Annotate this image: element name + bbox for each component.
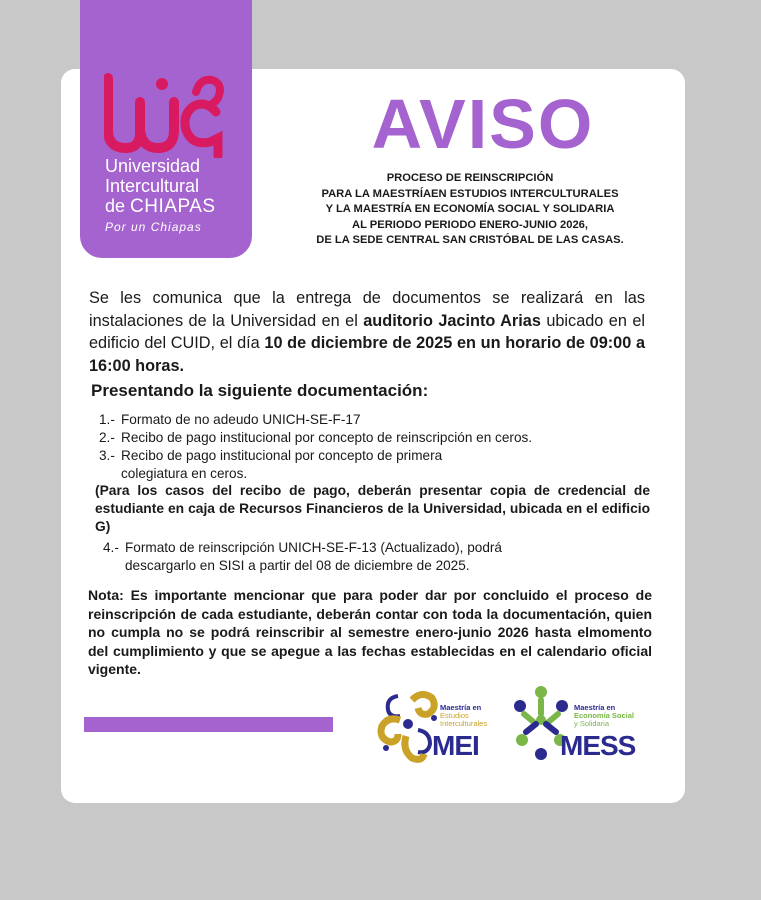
payment-note: (Para los casos del recibo de pago, deberán presentar copia de credencial de estudiante en caja de Recursos Financieros de la Universidad, ubicada en el edificio G)	[95, 483, 650, 534]
mess-small-line: Maestría en	[574, 703, 616, 712]
item-number: 1.-	[99, 412, 115, 427]
intro-date-time: 10 de diciembre de 2025 en un horario de 09:00 a 16:00 horas.	[89, 334, 646, 375]
mei-small-line: Interculturales	[440, 719, 488, 728]
closing-note: Nota: Es importante mencionar que para poder dar por concluido el proceso de reinscripción de cada estudiante, deberán contar con toda la documentación, quien no cumpla no se podrá reinscribir al semestre enero-junio 2026 hasta elmomento del cumplimiento y que se apegue a las fechas establecidas en el calendario oficial vigente.	[88, 587, 652, 677]
mei-logo	[376, 684, 496, 766]
subtitle-line: DE LA SEDE CENTRAL SAN CRISTÓBAL DE LAS CASAS.	[316, 234, 624, 246]
mess-logo	[510, 684, 650, 766]
university-name-line3	[105, 196, 235, 217]
university-name-state: CHIAPAS	[130, 196, 216, 217]
university-name-line2: Intercultural	[105, 176, 200, 196]
item-text-continued: colegiatura en ceros.	[121, 466, 248, 481]
item-number: 4.-	[103, 540, 119, 555]
intro-text-1: Se les comunica que la entrega de documentos se realizará en las instalaciones de la Universidad en el	[89, 289, 645, 330]
university-name-prefix: de	[105, 196, 126, 216]
document-item-3	[99, 447, 442, 483]
university-logo-panel	[80, 0, 320, 258]
document-item-4	[103, 539, 502, 575]
subtitle-line: PARA LA MAESTRÍAEN ESTUDIOS INTERCULTURALES	[321, 187, 619, 200]
notice-title: AVISO	[371, 85, 595, 163]
item-text: Formato de reinscripción UNICH-SE-F-13 (Actualizado), podrá	[125, 540, 502, 555]
subtitle-line: AL PERIODO PERIODO ENERO-JUNIO 2026,	[351, 218, 589, 231]
item-text: Formato de no adeudo UNICH-SE-F-17	[121, 412, 361, 427]
subtitle-line: PROCESO DE REINSCRIPCIÓN	[386, 172, 554, 184]
intro-paragraph	[89, 287, 645, 377]
item-text: Recibo de pago institucional por concepto de primera	[121, 448, 443, 463]
mei-acronym: MEI	[432, 730, 479, 761]
university-name-line1: Universidad	[105, 156, 201, 176]
mei-small-line: Estudios	[440, 711, 469, 720]
mei-small-text	[440, 704, 487, 728]
mess-acronym: MESS	[560, 730, 636, 761]
mess-small-line: Economía Social	[574, 711, 635, 720]
subtitle-line: Y LA MAESTRÍA EN ECONOMÍA SOCIAL Y SOLIDARIA	[325, 203, 615, 215]
mei-small-line: Maestría en	[440, 703, 482, 712]
intro-text-2: ubicado en el edificio del CUID, el día	[89, 311, 645, 352]
item-number: 3.-	[99, 448, 115, 463]
document-item-1	[99, 411, 361, 429]
notice-subtitle	[270, 171, 670, 249]
mess-small-line: y Solidaria	[574, 719, 610, 728]
unich-logo-mark	[104, 72, 226, 158]
document-item-2	[99, 429, 532, 447]
item-text: Recibo de pago institucional por concepto de reinscripción en ceros.	[121, 430, 533, 445]
university-vertical-tagline: igualitario y plural	[306, 91, 320, 209]
university-tagline: Por un Chiapas	[105, 220, 202, 234]
item-text-continued: descargarlo en SISI a partir del 08 de diciembre de 2025.	[125, 558, 470, 573]
documents-heading: Presentando la siguiente documentación:	[91, 381, 429, 400]
mei-spiral-icon	[376, 684, 440, 766]
decorative-bar	[84, 717, 333, 732]
university-name	[105, 156, 235, 237]
intro-location: auditorio Jacinto Arias	[363, 311, 541, 330]
item-number: 2.-	[99, 430, 115, 445]
mess-small-text	[574, 704, 634, 728]
